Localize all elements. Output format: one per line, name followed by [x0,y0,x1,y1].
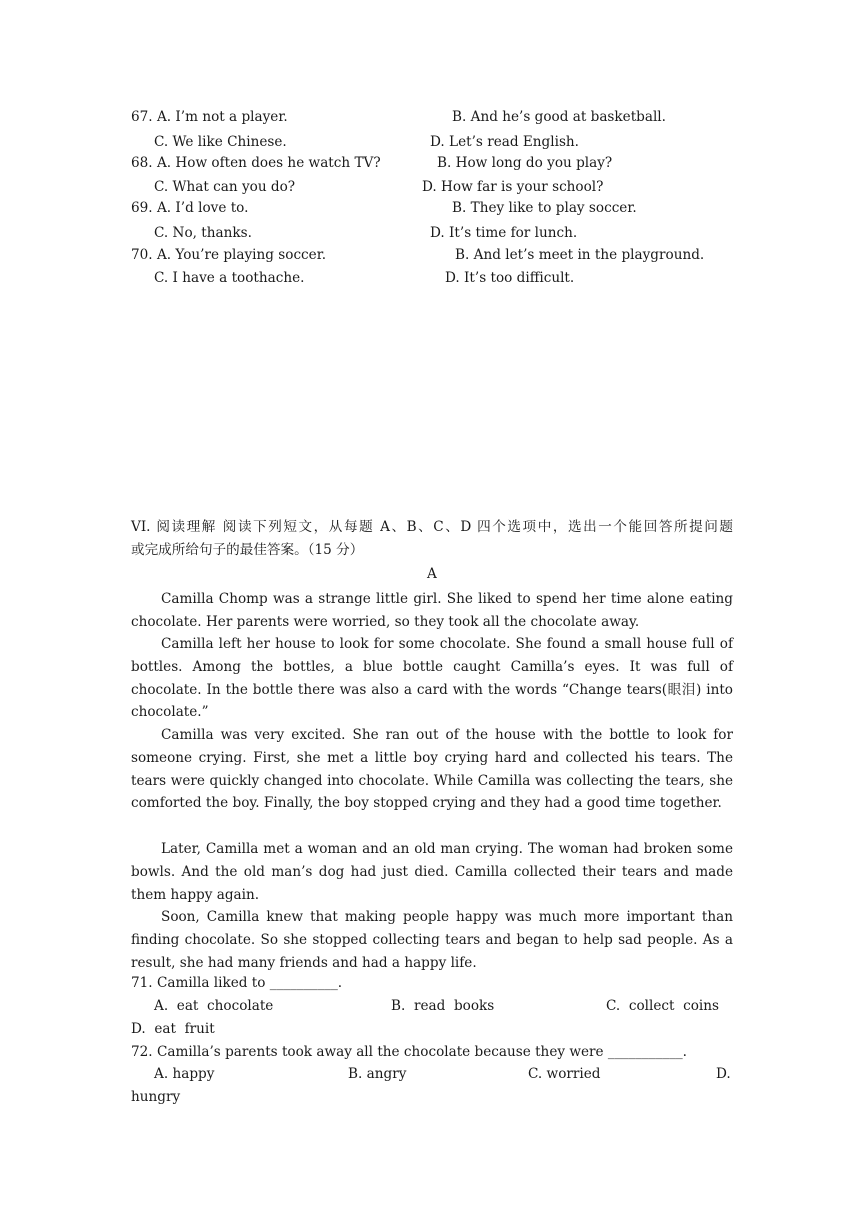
q71-option-c: C. collect coins [606,998,720,1014]
q70-option-b: B. And let’s meet in the playground. [455,247,705,263]
q71-stem: 71. Camilla liked to __________. [131,975,343,991]
q69-option-a: 69. A. I’d love to. [131,200,249,216]
q69-option-c: C. No, thanks. [154,225,252,241]
q67-option-c: C. We like Chinese. [154,134,287,150]
q72-option-d-label: D. [716,1066,731,1082]
q68-option-d: D. How far is your school? [422,179,604,195]
q68-option-a: 68. A. How often does he watch TV? [131,155,381,171]
section-heading-line1: VI. 阅读理解 阅读下列短文，从每题 A、B、C、D 四个选项中，选出一个能回答所提问题 [131,519,733,535]
q70-option-c: C. I have a toothache. [154,270,305,286]
passage-paragraph-2: Camilla left her house to look for some chocolate. She found a small house full of bottles. Among the bottles, a blue bottle caught Camilla’s eyes. It was full of chocolate. In the bottle there was also a card with the words “Change tears(眼泪) into chocolate.” [131,636,733,721]
passage-paragraph-5: Soon, Camilla knew that making people happy was much more important than finding chocolate. So she stopped collecting tears and began to help sad people. As a result, she had many friends and had a happy life. [131,909,733,971]
q71-option-b: B. read books [391,998,495,1014]
q68-option-c: C. What can you do? [154,179,296,195]
passage-paragraph-1: Camilla Chomp was a strange little girl. She liked to spend her time alone eating chocolate. Her parents were worried, so they took all the chocolate away. [131,591,733,630]
q71-option-a: A. eat chocolate [154,998,274,1014]
passage-paragraph-3: Camilla was very excited. She ran out of the house with the bottle to look for someone crying. First, she met a little boy crying hard and collected his tears. The tears were quickly changed into chocolate. While Camilla was collecting the tears, she comforted the boy. Finally, the boy stopped crying and they had a good time together. [131,727,733,812]
q72-option-c: C. worried [528,1066,601,1082]
q67-option-b: B. And he’s good at basketball. [452,109,666,125]
passage-label: A [427,566,437,582]
q69-option-b: B. They like to play soccer. [452,200,637,216]
q72-option-d-text: hungry [131,1089,181,1105]
q67-option-a: 67. A. I’m not a player. [131,109,288,125]
passage-paragraph-4: Later, Camilla met a woman and an old man crying. The woman had broken some bowls. And the old man’s dog had just died. Camilla collected their tears and made them happy again. [131,841,733,903]
q72-option-b: B. angry [348,1066,407,1082]
q71-option-d: D. eat fruit [131,1021,215,1037]
section-heading-line2: 或完成所给句子的最佳答案。（15 分） [131,542,364,558]
q67-option-d: D. Let’s read English. [430,134,580,150]
q72-stem: 72. Camilla’s parents took away all the chocolate because they were ___________. [131,1044,687,1060]
q68-option-b: B. How long do you play? [437,155,613,171]
q69-option-d: D. It’s time for lunch. [430,225,578,241]
q70-option-d: D. It’s too difficult. [445,270,575,286]
q72-option-a: A. happy [154,1066,215,1082]
q70-option-a: 70. A. You’re playing soccer. [131,247,327,263]
